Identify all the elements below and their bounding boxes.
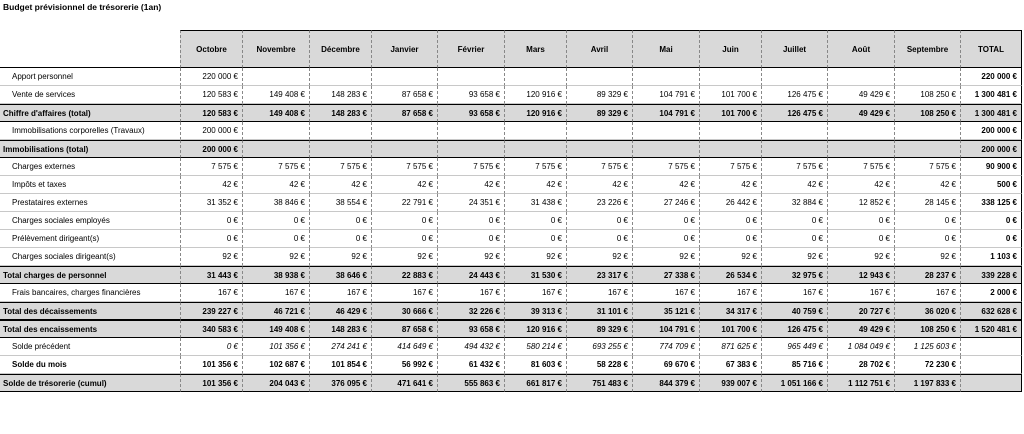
value-cell[interactable]: 376 095 € [309,374,371,392]
value-cell[interactable]: 72 230 € [894,356,960,374]
value-cell[interactable]: 167 € [371,284,437,302]
value-cell[interactable]: 27 246 € [632,194,699,212]
header-month[interactable]: Mai [632,30,699,68]
value-cell[interactable]: 42 € [827,176,894,194]
value-cell[interactable]: 85 716 € [761,356,827,374]
header-month[interactable]: Septembre [894,30,960,68]
total-cell[interactable]: 2 000 € [960,284,1022,302]
value-cell[interactable]: 1 084 049 € [827,338,894,356]
value-cell[interactable]: 108 250 € [894,320,960,338]
value-cell[interactable]: 26 442 € [699,194,761,212]
value-cell[interactable]: 167 € [504,284,566,302]
header-month[interactable]: Février [437,30,504,68]
value-cell[interactable]: 49 429 € [827,104,894,122]
value-cell[interactable]: 239 227 € [180,302,242,320]
value-cell[interactable]: 774 709 € [632,338,699,356]
value-cell[interactable]: 751 483 € [566,374,632,392]
value-cell[interactable]: 200 000 € [180,122,242,140]
value-cell[interactable]: 28 702 € [827,356,894,374]
row-label[interactable]: Total charges de personnel [0,266,180,284]
row-label[interactable]: Vente de services [0,86,180,104]
value-cell[interactable]: 7 575 € [504,158,566,176]
value-cell[interactable] [761,68,827,86]
value-cell[interactable]: 46 721 € [242,302,309,320]
value-cell[interactable]: 274 241 € [309,338,371,356]
value-cell[interactable]: 7 575 € [699,158,761,176]
row-label[interactable]: Charges sociales dirigeant(s) [0,248,180,266]
value-cell[interactable]: 92 € [437,248,504,266]
row-label[interactable]: Solde précédent [0,338,180,356]
value-cell[interactable]: 149 408 € [242,320,309,338]
value-cell[interactable]: 61 432 € [437,356,504,374]
value-cell[interactable]: 149 408 € [242,86,309,104]
value-cell[interactable] [761,140,827,158]
value-cell[interactable]: 200 000 € [180,140,242,158]
value-cell[interactable]: 87 658 € [371,104,437,122]
row-label[interactable]: Immobilisations corporelles (Travaux) [0,122,180,140]
value-cell[interactable]: 7 575 € [566,158,632,176]
value-cell[interactable]: 93 658 € [437,104,504,122]
value-cell[interactable]: 120 583 € [180,86,242,104]
value-cell[interactable] [761,122,827,140]
value-cell[interactable]: 167 € [699,284,761,302]
value-cell[interactable]: 92 € [699,248,761,266]
value-cell[interactable]: 126 475 € [761,320,827,338]
value-cell[interactable]: 871 625 € [699,338,761,356]
total-cell[interactable]: 339 228 € [960,266,1022,284]
value-cell[interactable]: 167 € [894,284,960,302]
value-cell[interactable]: 38 938 € [242,266,309,284]
value-cell[interactable] [504,122,566,140]
value-cell[interactable]: 42 € [699,176,761,194]
value-cell[interactable] [894,122,960,140]
value-cell[interactable]: 844 379 € [632,374,699,392]
value-cell[interactable]: 67 383 € [699,356,761,374]
value-cell[interactable]: 92 € [371,248,437,266]
value-cell[interactable]: 7 575 € [894,158,960,176]
total-cell[interactable]: 338 125 € [960,194,1022,212]
value-cell[interactable]: 471 641 € [371,374,437,392]
value-cell[interactable]: 220 000 € [180,68,242,86]
value-cell[interactable]: 0 € [504,230,566,248]
value-cell[interactable]: 580 214 € [504,338,566,356]
row-label[interactable]: Charges sociales employés [0,212,180,230]
header-corner-cell[interactable] [0,30,180,68]
value-cell[interactable] [699,122,761,140]
total-cell[interactable]: 90 900 € [960,158,1022,176]
value-cell[interactable] [566,140,632,158]
value-cell[interactable]: 56 992 € [371,356,437,374]
value-cell[interactable]: 101 356 € [242,338,309,356]
value-cell[interactable]: 120 916 € [504,320,566,338]
total-cell[interactable] [960,356,1022,374]
value-cell[interactable]: 89 329 € [566,86,632,104]
value-cell[interactable]: 92 € [504,248,566,266]
value-cell[interactable]: 0 € [371,230,437,248]
value-cell[interactable] [437,140,504,158]
value-cell[interactable]: 31 530 € [504,266,566,284]
value-cell[interactable] [437,122,504,140]
total-cell[interactable]: 0 € [960,230,1022,248]
value-cell[interactable]: 167 € [761,284,827,302]
value-cell[interactable]: 38 554 € [309,194,371,212]
value-cell[interactable] [371,122,437,140]
value-cell[interactable]: 1 112 751 € [827,374,894,392]
value-cell[interactable]: 27 338 € [632,266,699,284]
total-cell[interactable]: 632 628 € [960,302,1022,320]
value-cell[interactable]: 42 € [309,176,371,194]
value-cell[interactable]: 0 € [180,338,242,356]
value-cell[interactable]: 87 658 € [371,320,437,338]
value-cell[interactable]: 149 408 € [242,104,309,122]
value-cell[interactable]: 148 283 € [309,86,371,104]
value-cell[interactable]: 0 € [180,212,242,230]
row-label[interactable]: Total des encaissements [0,320,180,338]
value-cell[interactable]: 23 317 € [566,266,632,284]
header-month[interactable]: Avril [566,30,632,68]
value-cell[interactable]: 46 429 € [309,302,371,320]
value-cell[interactable]: 965 449 € [761,338,827,356]
value-cell[interactable]: 101 854 € [309,356,371,374]
value-cell[interactable]: 167 € [242,284,309,302]
value-cell[interactable] [566,68,632,86]
value-cell[interactable]: 26 534 € [699,266,761,284]
value-cell[interactable]: 32 884 € [761,194,827,212]
value-cell[interactable]: 12 852 € [827,194,894,212]
value-cell[interactable]: 31 443 € [180,266,242,284]
value-cell[interactable]: 92 € [309,248,371,266]
row-label[interactable]: Solde du mois [0,356,180,374]
value-cell[interactable] [894,68,960,86]
value-cell[interactable]: 0 € [699,212,761,230]
header-month[interactable]: Décembre [309,30,371,68]
value-cell[interactable]: 693 255 € [566,338,632,356]
value-cell[interactable]: 24 351 € [437,194,504,212]
header-total[interactable]: TOTAL [960,30,1022,68]
value-cell[interactable]: 0 € [761,230,827,248]
row-label[interactable]: Prélèvement dirigeant(s) [0,230,180,248]
value-cell[interactable] [894,140,960,158]
value-cell[interactable]: 38 646 € [309,266,371,284]
value-cell[interactable]: 92 € [894,248,960,266]
value-cell[interactable]: 101 356 € [180,356,242,374]
value-cell[interactable] [632,122,699,140]
row-label[interactable]: Prestataires externes [0,194,180,212]
value-cell[interactable]: 92 € [180,248,242,266]
value-cell[interactable]: 101 700 € [699,104,761,122]
value-cell[interactable]: 0 € [309,230,371,248]
value-cell[interactable]: 92 € [827,248,894,266]
value-cell[interactable]: 31 101 € [566,302,632,320]
value-cell[interactable] [827,68,894,86]
value-cell[interactable]: 32 226 € [437,302,504,320]
value-cell[interactable]: 1 125 603 € [894,338,960,356]
value-cell[interactable]: 0 € [632,212,699,230]
value-cell[interactable]: 414 649 € [371,338,437,356]
value-cell[interactable]: 108 250 € [894,104,960,122]
total-cell[interactable]: 0 € [960,212,1022,230]
value-cell[interactable]: 167 € [180,284,242,302]
total-cell[interactable] [960,374,1022,392]
value-cell[interactable]: 0 € [894,212,960,230]
value-cell[interactable]: 92 € [566,248,632,266]
value-cell[interactable]: 42 € [632,176,699,194]
value-cell[interactable]: 49 429 € [827,86,894,104]
value-cell[interactable] [242,122,309,140]
value-cell[interactable]: 7 575 € [437,158,504,176]
value-cell[interactable]: 42 € [894,176,960,194]
value-cell[interactable]: 34 317 € [699,302,761,320]
value-cell[interactable]: 167 € [437,284,504,302]
value-cell[interactable]: 87 658 € [371,86,437,104]
value-cell[interactable]: 28 145 € [894,194,960,212]
value-cell[interactable]: 38 846 € [242,194,309,212]
value-cell[interactable] [437,68,504,86]
value-cell[interactable]: 35 121 € [632,302,699,320]
value-cell[interactable]: 42 € [437,176,504,194]
value-cell[interactable]: 0 € [566,230,632,248]
row-label[interactable]: Impôts et taxes [0,176,180,194]
value-cell[interactable]: 0 € [180,230,242,248]
value-cell[interactable]: 120 916 € [504,104,566,122]
value-cell[interactable] [699,140,761,158]
value-cell[interactable]: 58 228 € [566,356,632,374]
value-cell[interactable] [371,68,437,86]
value-cell[interactable]: 32 975 € [761,266,827,284]
value-cell[interactable]: 939 007 € [699,374,761,392]
value-cell[interactable]: 126 475 € [761,104,827,122]
value-cell[interactable]: 0 € [566,212,632,230]
value-cell[interactable]: 102 687 € [242,356,309,374]
value-cell[interactable]: 167 € [827,284,894,302]
value-cell[interactable]: 101 356 € [180,374,242,392]
value-cell[interactable]: 89 329 € [566,104,632,122]
value-cell[interactable]: 7 575 € [827,158,894,176]
header-month[interactable]: Janvier [371,30,437,68]
value-cell[interactable] [566,122,632,140]
value-cell[interactable]: 69 670 € [632,356,699,374]
value-cell[interactable]: 1 197 833 € [894,374,960,392]
header-month[interactable]: Novembre [242,30,309,68]
value-cell[interactable]: 36 020 € [894,302,960,320]
value-cell[interactable]: 340 583 € [180,320,242,338]
header-month[interactable]: Juin [699,30,761,68]
value-cell[interactable]: 0 € [242,230,309,248]
value-cell[interactable]: 126 475 € [761,86,827,104]
value-cell[interactable]: 31 352 € [180,194,242,212]
value-cell[interactable]: 42 € [371,176,437,194]
value-cell[interactable] [504,140,566,158]
value-cell[interactable] [632,68,699,86]
value-cell[interactable]: 22 791 € [371,194,437,212]
value-cell[interactable]: 104 791 € [632,320,699,338]
row-label[interactable]: Apport personnel [0,68,180,86]
value-cell[interactable]: 148 283 € [309,104,371,122]
value-cell[interactable]: 42 € [504,176,566,194]
value-cell[interactable]: 49 429 € [827,320,894,338]
total-cell[interactable]: 500 € [960,176,1022,194]
total-cell[interactable]: 1 103 € [960,248,1022,266]
header-month[interactable]: Août [827,30,894,68]
row-label[interactable]: Frais bancaires, charges financières [0,284,180,302]
row-label[interactable]: Total des décaissements [0,302,180,320]
value-cell[interactable]: 494 432 € [437,338,504,356]
value-cell[interactable]: 23 226 € [566,194,632,212]
value-cell[interactable] [632,140,699,158]
sheet-title: Budget prévisionnel de trésorerie (1an) [3,2,162,12]
total-cell[interactable]: 200 000 € [960,140,1022,158]
total-cell[interactable]: 1 300 481 € [960,86,1022,104]
value-cell[interactable]: 0 € [309,212,371,230]
value-cell[interactable]: 0 € [371,212,437,230]
value-cell[interactable]: 7 575 € [180,158,242,176]
header-month[interactable]: Mars [504,30,566,68]
total-cell[interactable]: 1 520 481 € [960,320,1022,338]
value-cell[interactable] [309,122,371,140]
value-cell[interactable]: 30 666 € [371,302,437,320]
value-cell[interactable]: 0 € [699,230,761,248]
budget-table [0,30,1022,392]
row-label[interactable]: Solde de trésorerie (cumul) [0,374,180,392]
value-cell[interactable] [309,68,371,86]
value-cell[interactable] [827,140,894,158]
value-cell[interactable]: 0 € [827,230,894,248]
value-cell[interactable]: 0 € [761,212,827,230]
value-cell[interactable]: 0 € [894,230,960,248]
value-cell[interactable]: 39 313 € [504,302,566,320]
value-cell[interactable]: 42 € [242,176,309,194]
value-cell[interactable]: 7 575 € [309,158,371,176]
value-cell[interactable]: 93 658 € [437,320,504,338]
row-label[interactable]: Immobilisations (total) [0,140,180,158]
value-cell[interactable]: 40 759 € [761,302,827,320]
value-cell[interactable]: 7 575 € [761,158,827,176]
total-cell[interactable]: 220 000 € [960,68,1022,86]
value-cell[interactable] [827,122,894,140]
total-cell[interactable]: 200 000 € [960,122,1022,140]
value-cell[interactable]: 28 237 € [894,266,960,284]
value-cell[interactable]: 0 € [242,212,309,230]
value-cell[interactable]: 89 329 € [566,320,632,338]
value-cell[interactable]: 555 863 € [437,374,504,392]
value-cell[interactable] [242,140,309,158]
row-label[interactable]: Charges externes [0,158,180,176]
value-cell[interactable] [371,140,437,158]
value-cell[interactable]: 92 € [242,248,309,266]
header-month[interactable]: Juillet [761,30,827,68]
value-cell[interactable]: 42 € [761,176,827,194]
value-cell[interactable]: 104 791 € [632,86,699,104]
value-cell[interactable] [699,68,761,86]
value-cell[interactable]: 1 051 166 € [761,374,827,392]
value-cell[interactable]: 0 € [827,212,894,230]
value-cell[interactable] [504,68,566,86]
value-cell[interactable]: 7 575 € [371,158,437,176]
value-cell[interactable]: 42 € [566,176,632,194]
value-cell[interactable]: 31 438 € [504,194,566,212]
value-cell[interactable]: 120 916 € [504,86,566,104]
value-cell[interactable]: 0 € [632,230,699,248]
total-cell[interactable]: 1 300 481 € [960,104,1022,122]
row-label[interactable]: Chiffre d'affaires (total) [0,104,180,122]
value-cell[interactable]: 12 943 € [827,266,894,284]
value-cell[interactable]: 108 250 € [894,86,960,104]
value-cell[interactable]: 0 € [437,212,504,230]
value-cell[interactable]: 24 443 € [437,266,504,284]
value-cell[interactable]: 204 043 € [242,374,309,392]
value-cell[interactable]: 104 791 € [632,104,699,122]
value-cell[interactable]: 0 € [504,212,566,230]
value-cell[interactable]: 93 658 € [437,86,504,104]
value-cell[interactable]: 7 575 € [632,158,699,176]
value-cell[interactable]: 101 700 € [699,86,761,104]
value-cell[interactable]: 167 € [632,284,699,302]
value-cell[interactable]: 81 603 € [504,356,566,374]
value-cell[interactable]: 148 283 € [309,320,371,338]
header-month[interactable]: Octobre [180,30,242,68]
value-cell[interactable] [309,140,371,158]
value-cell[interactable]: 167 € [309,284,371,302]
total-cell[interactable] [960,338,1022,356]
value-cell[interactable]: 92 € [632,248,699,266]
value-cell[interactable]: 7 575 € [242,158,309,176]
value-cell[interactable] [242,68,309,86]
value-cell[interactable]: 0 € [437,230,504,248]
value-cell[interactable]: 101 700 € [699,320,761,338]
value-cell[interactable]: 20 727 € [827,302,894,320]
value-cell[interactable]: 42 € [180,176,242,194]
value-cell[interactable]: 22 883 € [371,266,437,284]
value-cell[interactable]: 167 € [566,284,632,302]
value-cell[interactable]: 92 € [761,248,827,266]
value-cell[interactable]: 120 583 € [180,104,242,122]
value-cell[interactable]: 661 817 € [504,374,566,392]
